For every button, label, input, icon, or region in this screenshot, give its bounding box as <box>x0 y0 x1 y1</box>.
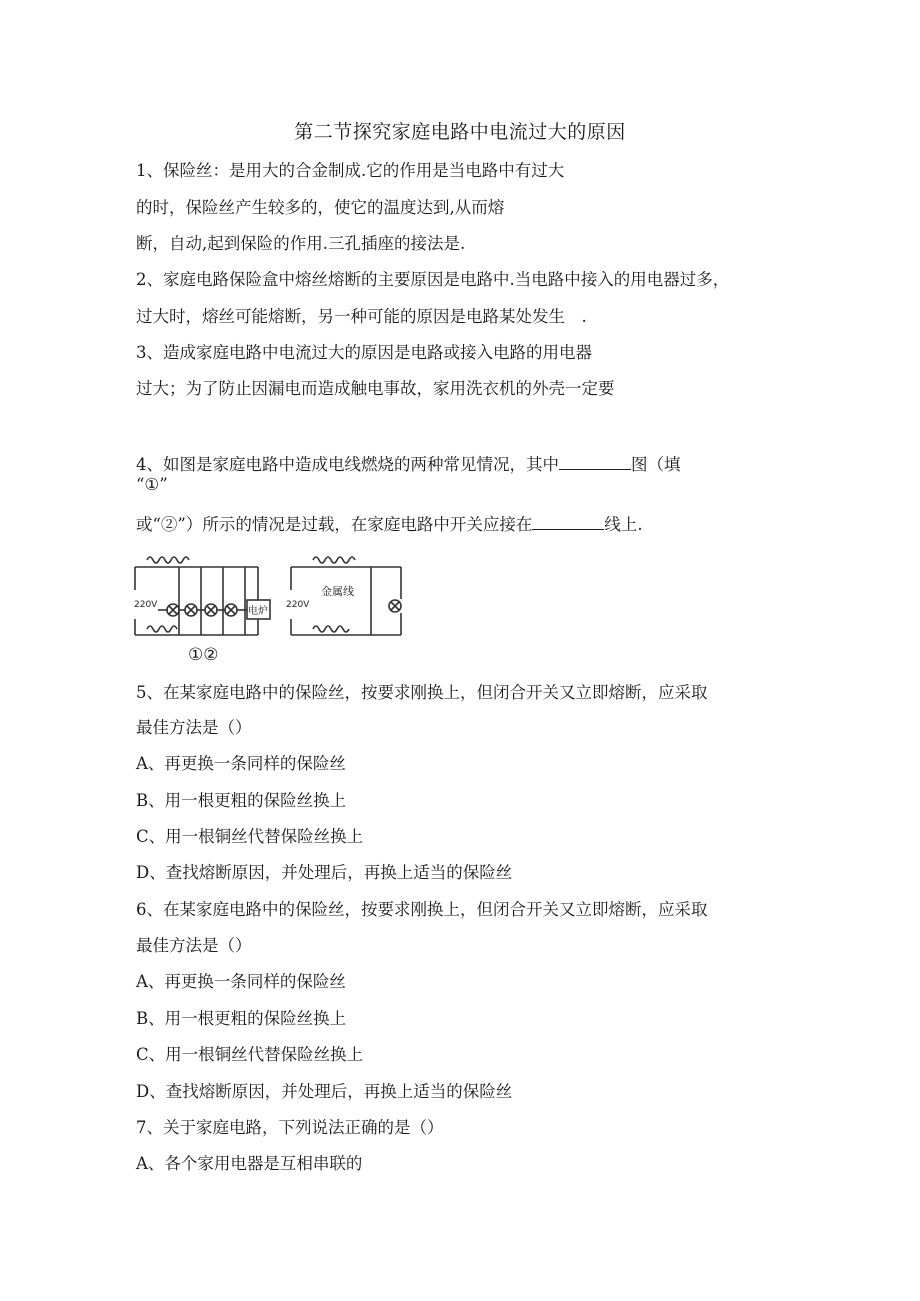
metal-wire-label: 金属线 <box>321 585 354 598</box>
burning-wire-top-2 <box>313 557 355 563</box>
q1-line-2: 的时，保险丝产生较多的，使它的温度达到,从而熔 <box>136 198 505 217</box>
q5-option-a[interactable]: A、再更换一条同样的保险丝 <box>136 754 346 773</box>
q3-line-2: 过大；为了防止因漏电而造成触电事故，家用洗衣机的外壳一定要 <box>136 379 615 398</box>
q5-stem-2: 最佳方法是（） <box>136 718 252 737</box>
answer-blank-1[interactable] <box>559 453 631 470</box>
q7-option-a[interactable]: A、各个家用电器是互相串联的 <box>136 1154 363 1173</box>
q6-option-b[interactable]: B、用一根更粗的保险丝换上 <box>136 1009 347 1028</box>
circuit-diagram-1 <box>135 557 270 635</box>
q6-option-a[interactable]: A、再更换一条同样的保险丝 <box>136 972 346 991</box>
burning-wire-bottom-1 <box>147 626 177 632</box>
q5-stem-1: 5、在某家庭电路中的保险丝，按要求刚换上，但闭合开关又立即熔断，应采取 <box>136 683 708 702</box>
q4-line-2: “①” <box>136 475 168 494</box>
q2-line-1: 2、家庭电路保险盒中熔丝熔断的主要原因是电路中.当电路中接入的用电器过多， <box>136 270 730 289</box>
q5-option-c[interactable]: C、用一根铜丝代替保险丝换上 <box>136 827 364 846</box>
lamp-1 <box>167 604 179 616</box>
q6-stem-1: 6、在某家庭电路中的保险丝，按要求刚换上，但闭合开关又立即熔断，应采取 <box>136 900 708 919</box>
lamp-5 <box>389 600 401 612</box>
answer-blank-2[interactable] <box>532 513 604 530</box>
q4-line-1-tail: 图（填 <box>631 455 681 474</box>
q4-line-3 <box>136 513 643 536</box>
q4-line-1 <box>136 453 681 476</box>
q4-line-3-tail: 线上. <box>604 515 643 534</box>
q1-line-1: 1、保险丝：是用大的合金制成.它的作用是当电路中有过大 <box>136 161 565 180</box>
voltage-label-left: 220V <box>134 600 158 610</box>
q7-stem: 7、关于家庭电路，下列说法正确的是（） <box>136 1118 444 1137</box>
q2-line-2: 过大时，熔丝可能熔断，另一种可能的原因是电路某处发生 . <box>136 307 587 326</box>
q5-option-d[interactable]: D、查找熔断原因，并处理后，再换上适当的保险丝 <box>136 863 513 882</box>
circuit-figure <box>133 547 413 642</box>
q6-option-d[interactable]: D、查找熔断原因，并处理后，再换上适当的保险丝 <box>136 1082 513 1101</box>
q6-option-c[interactable]: C、用一根铜丝代替保险丝换上 <box>136 1045 364 1064</box>
q5-option-b[interactable]: B、用一根更粗的保险丝换上 <box>136 791 347 810</box>
page-title: 第二节探究家庭电路中电流过大的原因 <box>294 121 626 143</box>
lamp-3 <box>205 604 217 616</box>
q1-line-3: 断，自动,起到保险的作用.三孔插座的接法是. <box>136 234 466 253</box>
burning-wire-top-1 <box>147 557 189 563</box>
voltage-label-right: 220V <box>286 600 310 610</box>
q6-stem-2: 最佳方法是（） <box>136 936 252 955</box>
lamp-4 <box>225 604 237 616</box>
stove-label: 电炉 <box>248 606 268 617</box>
q4-line-1-text: 4、如图是家庭电路中造成电线燃烧的两种常见情况，其中 <box>136 455 559 474</box>
figure-labels: ①② <box>188 645 219 665</box>
burning-wire-bottom-2 <box>313 626 349 632</box>
lamp-2 <box>185 604 197 616</box>
q4-line-3-text: 或“②”）所示的情况是过载，在家庭电路中开关应接在 <box>136 515 533 534</box>
q3-line-1: 3、造成家庭电路中电流过大的原因是电路或接入电路的用电器 <box>136 343 592 362</box>
